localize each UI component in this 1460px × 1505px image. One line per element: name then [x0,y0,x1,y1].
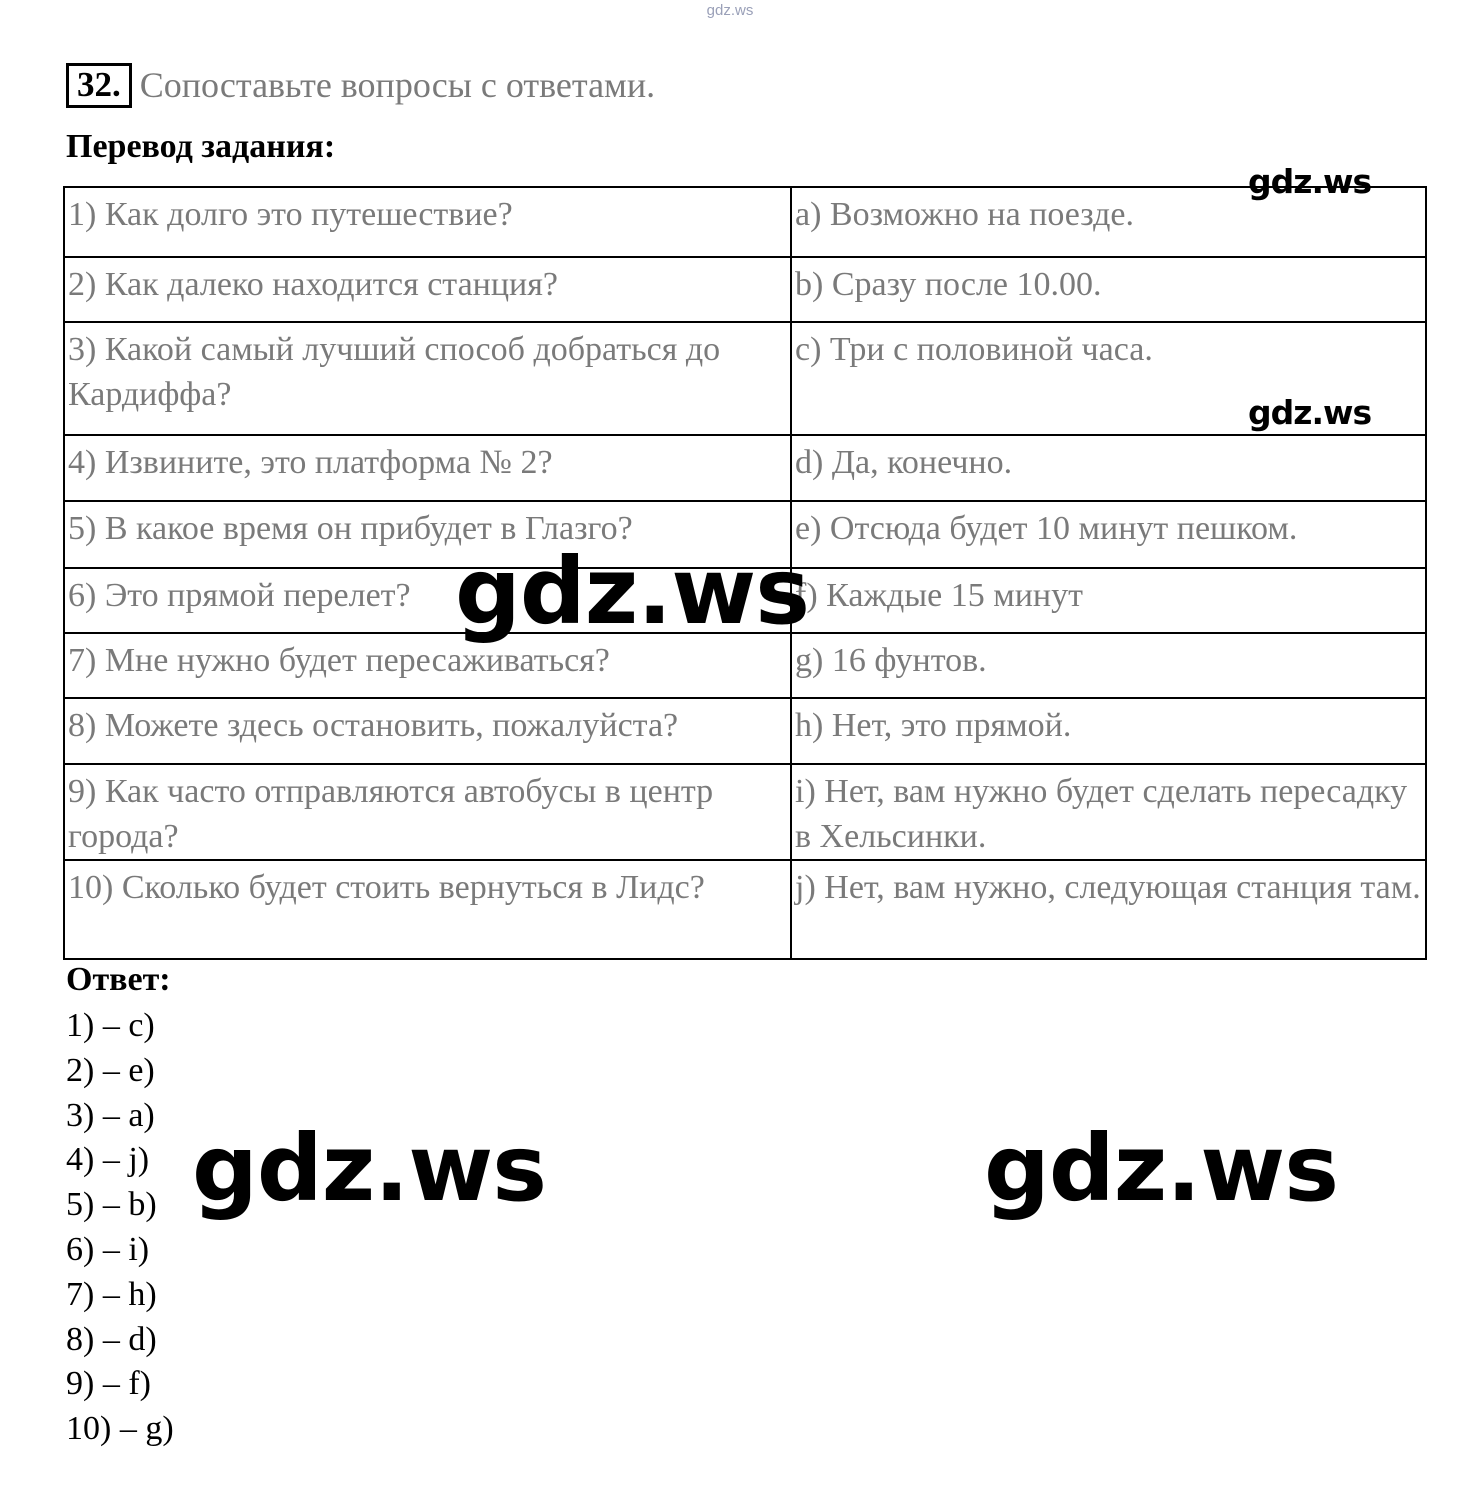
question-cell: 9) Как часто отправляются автобусы в центр города? [64,764,791,860]
answer-cell: c) Три с половиной часа. [791,322,1426,435]
task-title: Сопоставьте вопросы с ответами. [139,65,656,105]
answer-cell: f) Каждые 15 минут [791,568,1426,633]
answer-item: 9) – f) [66,1365,151,1403]
answer-cell: e) Отсюда будет 10 минут пешком. [791,501,1426,568]
question-cell: 6) Это прямой перелет? [64,568,791,633]
answer-list [66,1004,174,1452]
answer-cell: j) Нет, вам нужно, следующая станция там. [791,860,1426,959]
answer-cell: d) Да, конечно. [791,435,1426,501]
question-cell: 8) Можете здесь остановить, пожалуйста? [64,698,791,764]
task-header [66,62,655,108]
table-row [64,698,1426,764]
watermark: gdz.ws [192,1115,546,1222]
question-cell: 1) Как долго это путешествие? [64,187,791,257]
question-cell: 7) Мне нужно будет пересаживаться? [64,633,791,698]
answer-item: 7) – h) [66,1275,157,1313]
translation-heading: Перевод задания: [66,128,336,165]
table-row [64,257,1426,322]
table-row [64,187,1426,257]
watermark: gdz.ws [984,1115,1338,1222]
question-cell: 5) В какое время он прибудет в Глазго? [64,501,791,568]
answer-item: 1) – c) [66,1007,155,1044]
table-row [64,322,1426,435]
question-cell: 10) Сколько будет стоить вернуться в Лидс? [64,860,791,959]
answer-item: 10) – g) [66,1410,174,1448]
answer-item: 8) – d) [66,1320,157,1358]
answer-cell: b) Сразу после 10.00. [791,257,1426,322]
question-cell: 4) Извините, это платформа № 2? [64,435,791,501]
answer-item: 4) – j) [66,1141,150,1179]
question-cell: 2) Как далеко находится станция? [64,257,791,322]
watermark: gdz.ws [455,538,809,645]
answer-cell: g) 16 фунтов. [791,633,1426,698]
answer-item: 6) – i) [66,1230,150,1268]
answer-item: 5) – b) [66,1186,157,1224]
task-number: 32. [66,63,132,108]
answer-cell: h) Нет, это прямой. [791,698,1426,764]
answer-heading: Ответ: [66,961,171,998]
table-row [64,860,1426,959]
answer-item: 2) – e) [66,1051,155,1089]
answer-cell: i) Нет, вам нужно будет сделать пересадку в Хельсинки. [791,764,1426,860]
answer-cell: a) Возможно на поезде. [791,187,1426,257]
table-row [64,435,1426,501]
answer-item: 3) – a) [66,1096,155,1134]
table-row [64,764,1426,860]
watermark: gdz.ws [1248,162,1372,201]
watermark: gdz.ws [1248,393,1372,432]
question-cell: 3) Какой самый лучший способ добраться до Кардиффа? [64,322,791,435]
site-tag: gdz.ws [706,2,754,19]
